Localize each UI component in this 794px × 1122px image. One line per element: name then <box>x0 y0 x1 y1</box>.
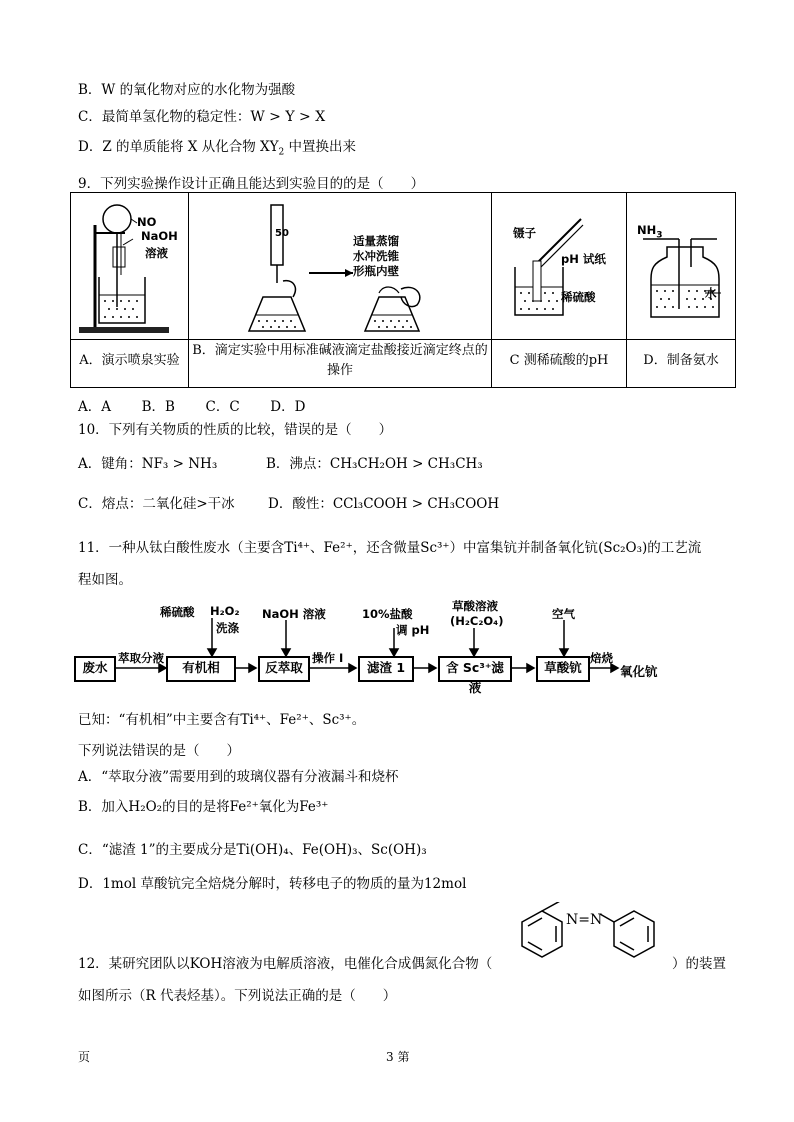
q11-known-part-2: 。 <box>351 712 366 728</box>
q11-option-d-12: 12mol <box>423 876 467 892</box>
q11-known <box>78 708 365 728</box>
flow-label-roasting: 焙烧 <box>590 651 613 665</box>
flow-box-wastewater: 废水 <box>74 656 116 682</box>
fig-d-nh3-sub: 3 <box>656 230 663 241</box>
fountain-apparatus-figure <box>75 197 185 337</box>
flow-input-h2o2: H₂O₂ <box>210 604 240 618</box>
flow-input-wash: 洗涤 <box>216 621 239 635</box>
q11-stem-sc: Sc³⁺ <box>420 540 450 556</box>
fig-b-burette-mark: 50 <box>275 228 289 239</box>
q11-option-b-h2o2: H₂O₂ <box>128 799 163 815</box>
flow-input-naoh: NaOH 溶液 <box>262 607 326 621</box>
fig-d-nh3-label <box>637 223 663 240</box>
q9-caption-b: B．滴定实验中用标准碱液滴定盐酸接近滴定终点的操作 <box>192 343 488 378</box>
q11-option-c-formula: Ti(OH)₄、Fe(OH)₃、Sc(OH)₃ <box>236 842 427 858</box>
q11-option-b-fe2: Fe²⁺ <box>229 799 259 815</box>
q11-option-b <box>78 795 328 815</box>
q10-option-b-formula: CH₃CH₂OH > CH₃CH₃ <box>329 456 483 472</box>
fig-c-tweezers-label: 镊子 <box>513 226 536 240</box>
q11-stem-part-2: ，还含微量 <box>352 540 421 556</box>
flow-product: 氧化钪 <box>620 664 658 679</box>
q8-option-c-text: C．最简单氢化物的稳定性： <box>78 109 251 125</box>
flow-input-hcl: 10%盐酸 <box>362 607 413 621</box>
q11-stem-ions: Ti⁴⁺、Fe²⁺ <box>284 540 353 556</box>
q11-option-c-1: C．“滤渣 1”的主要成分是 <box>78 842 237 858</box>
q11-question: 下列说法错误的是（ ） <box>78 743 240 759</box>
q11-option-a: A．“萃取分液”需要用到的玻璃仪器有分液漏斗和烧杯 <box>78 769 399 785</box>
q11-option-b-3: 氧化为 <box>258 799 300 815</box>
q8-option-d-sub: 2 <box>278 147 285 158</box>
q9-answer-d: D．D <box>270 399 306 415</box>
q11-option-b-fe3: Fe³⁺ <box>299 799 329 815</box>
footer-page-number: 3 第 <box>386 1050 410 1064</box>
q9-answer-a: A．A <box>78 399 111 415</box>
fig-b-note-3: 形瓶内壁 <box>353 264 399 278</box>
q11-option-d-mol: 1mol <box>102 876 137 892</box>
q9-caption-a: A．演示喷泉实验 <box>79 353 180 368</box>
titration-figure <box>193 197 487 337</box>
q11-option-d-1: D． <box>78 876 103 892</box>
ph-test-figure <box>497 197 623 337</box>
q11-option-b-1: B．加入 <box>78 799 129 815</box>
q9-caption-c: C 测稀硫酸的pH <box>509 353 609 368</box>
q10-option-c: C．熔点：二氧化硅>干冰 <box>78 496 235 512</box>
q10-option-b: B．沸点： <box>266 456 330 472</box>
q10-option-b-wrap <box>266 452 483 472</box>
q8-option-d-post: 中置换出来 <box>284 139 357 155</box>
flow-box-organic-phase: 有机相 <box>166 656 236 682</box>
flow-input-dilute-sulfuric: 稀硫酸 <box>160 605 195 619</box>
q11-option-d-2: 草酸钪完全焙烧分解时，转移电子的物质的量为 <box>136 876 424 892</box>
q12-stem-line-2: 如图所示（R 代表烃基）。下列说法正确的是（ ） <box>78 988 397 1004</box>
flow-input-air: 空气 <box>552 607 575 621</box>
q11-stem-line-2: 程如图。 <box>78 572 132 588</box>
q9-answers <box>78 395 305 415</box>
fig-a-no-label: NO <box>137 215 157 229</box>
q11-option-b-2: 的目的是将 <box>162 799 230 815</box>
flow-box-residue-1: 滤渣 1 <box>358 656 414 682</box>
flow-label-operation-1: 操作 I <box>312 651 344 665</box>
fig-d-nh3-text: NH <box>637 223 657 237</box>
azo-nn-label: N=N <box>566 912 603 928</box>
fig-d-water-label: 水 <box>705 286 717 300</box>
flow-label-extraction: 萃取分液 <box>118 651 164 665</box>
q11-stem-part-1: 11．一种从钛白酸性废水（主要含 <box>78 540 285 556</box>
q8-option-d-pre: D．Z 的单质能将 X 从化合物 <box>78 139 260 155</box>
q11-known-part-1: 已知：“有机相”中主要含有 <box>78 712 241 728</box>
q11-stem <box>78 536 701 556</box>
q12-stem-3: ）的装置 <box>672 956 726 972</box>
q11-stem-part-4: 的工艺流 <box>647 540 702 556</box>
flow-box-scandium-oxalate: 草酸钪 <box>536 656 590 682</box>
q11-stem-formula: (Sc₂O₃) <box>598 540 648 556</box>
q11-stem-part-3: ）中富集钪并制备氧化钪 <box>449 540 599 556</box>
q11-known-formula: Ti⁴⁺、Fe²⁺、Sc³⁺ <box>240 712 352 728</box>
q10-option-a: A．键角： <box>78 456 142 472</box>
footer-left: 页 <box>78 1050 91 1064</box>
flow-input-adjust-ph: 调 pH <box>396 623 430 637</box>
q11-flowchart <box>70 598 720 695</box>
q12-stem <box>78 952 492 972</box>
ammonia-water-figure <box>631 197 731 337</box>
flow-input-h2c2o4: (H₂C₂O₄) <box>450 614 504 628</box>
flow-box-back-extraction: 反萃取 <box>258 656 310 682</box>
q12-koh: KOH <box>189 956 223 972</box>
q8-option-c-formula: W > Y > X <box>250 109 326 125</box>
q12-stem-1: 12．某研究团队以 <box>78 956 190 972</box>
q8-option-b: B．W 的氧化物对应的水化物为强酸 <box>78 82 296 98</box>
fig-c-acid-label: 稀硫酸 <box>561 290 596 304</box>
fig-a-naoh-label: NaOH <box>141 229 178 243</box>
q9-caption-d: D．制备氨水 <box>643 353 719 368</box>
fig-b-note-2: 水冲洗锥 <box>353 249 399 263</box>
q9-stem: 9．下列实验操作设计正确且能达到实验目的的是（ ） <box>78 176 425 192</box>
q11-option-d <box>78 872 466 892</box>
q10-option-d: D．酸性： <box>268 496 333 512</box>
flow-box-sc-filtrate: 含 Sc³⁺滤液 <box>438 656 512 682</box>
q11-option-c <box>78 838 427 858</box>
q10-option-d-wrap <box>268 492 499 512</box>
q10-row-1 <box>78 452 217 472</box>
q9-table <box>70 192 736 388</box>
q10-option-d-formula: CCl₃COOH > CH₃COOH <box>332 496 500 512</box>
q10-stem: 10．下列有关物质的性质的比较，错误的是（ ） <box>78 422 393 438</box>
q10-option-a-formula: NF₃ > NH₃ <box>141 456 218 472</box>
q12-stem-2: 溶液为电解质溶液，电催化合成偶氮化合物（ <box>222 956 493 972</box>
q9-answer-b: B．B <box>141 399 175 415</box>
fig-b-note-1: 适量蒸馏 <box>353 234 399 248</box>
fig-c-ph-paper-label: pH 试纸 <box>561 252 606 266</box>
flow-input-oxalic: 草酸溶液 <box>452 599 498 613</box>
fig-a-solution-label: 溶液 <box>145 246 168 260</box>
q8-option-c <box>78 105 325 125</box>
q8-option-d <box>78 135 356 158</box>
q9-answer-c: C．C <box>205 399 240 415</box>
q8-option-d-formula: XY <box>259 139 279 155</box>
